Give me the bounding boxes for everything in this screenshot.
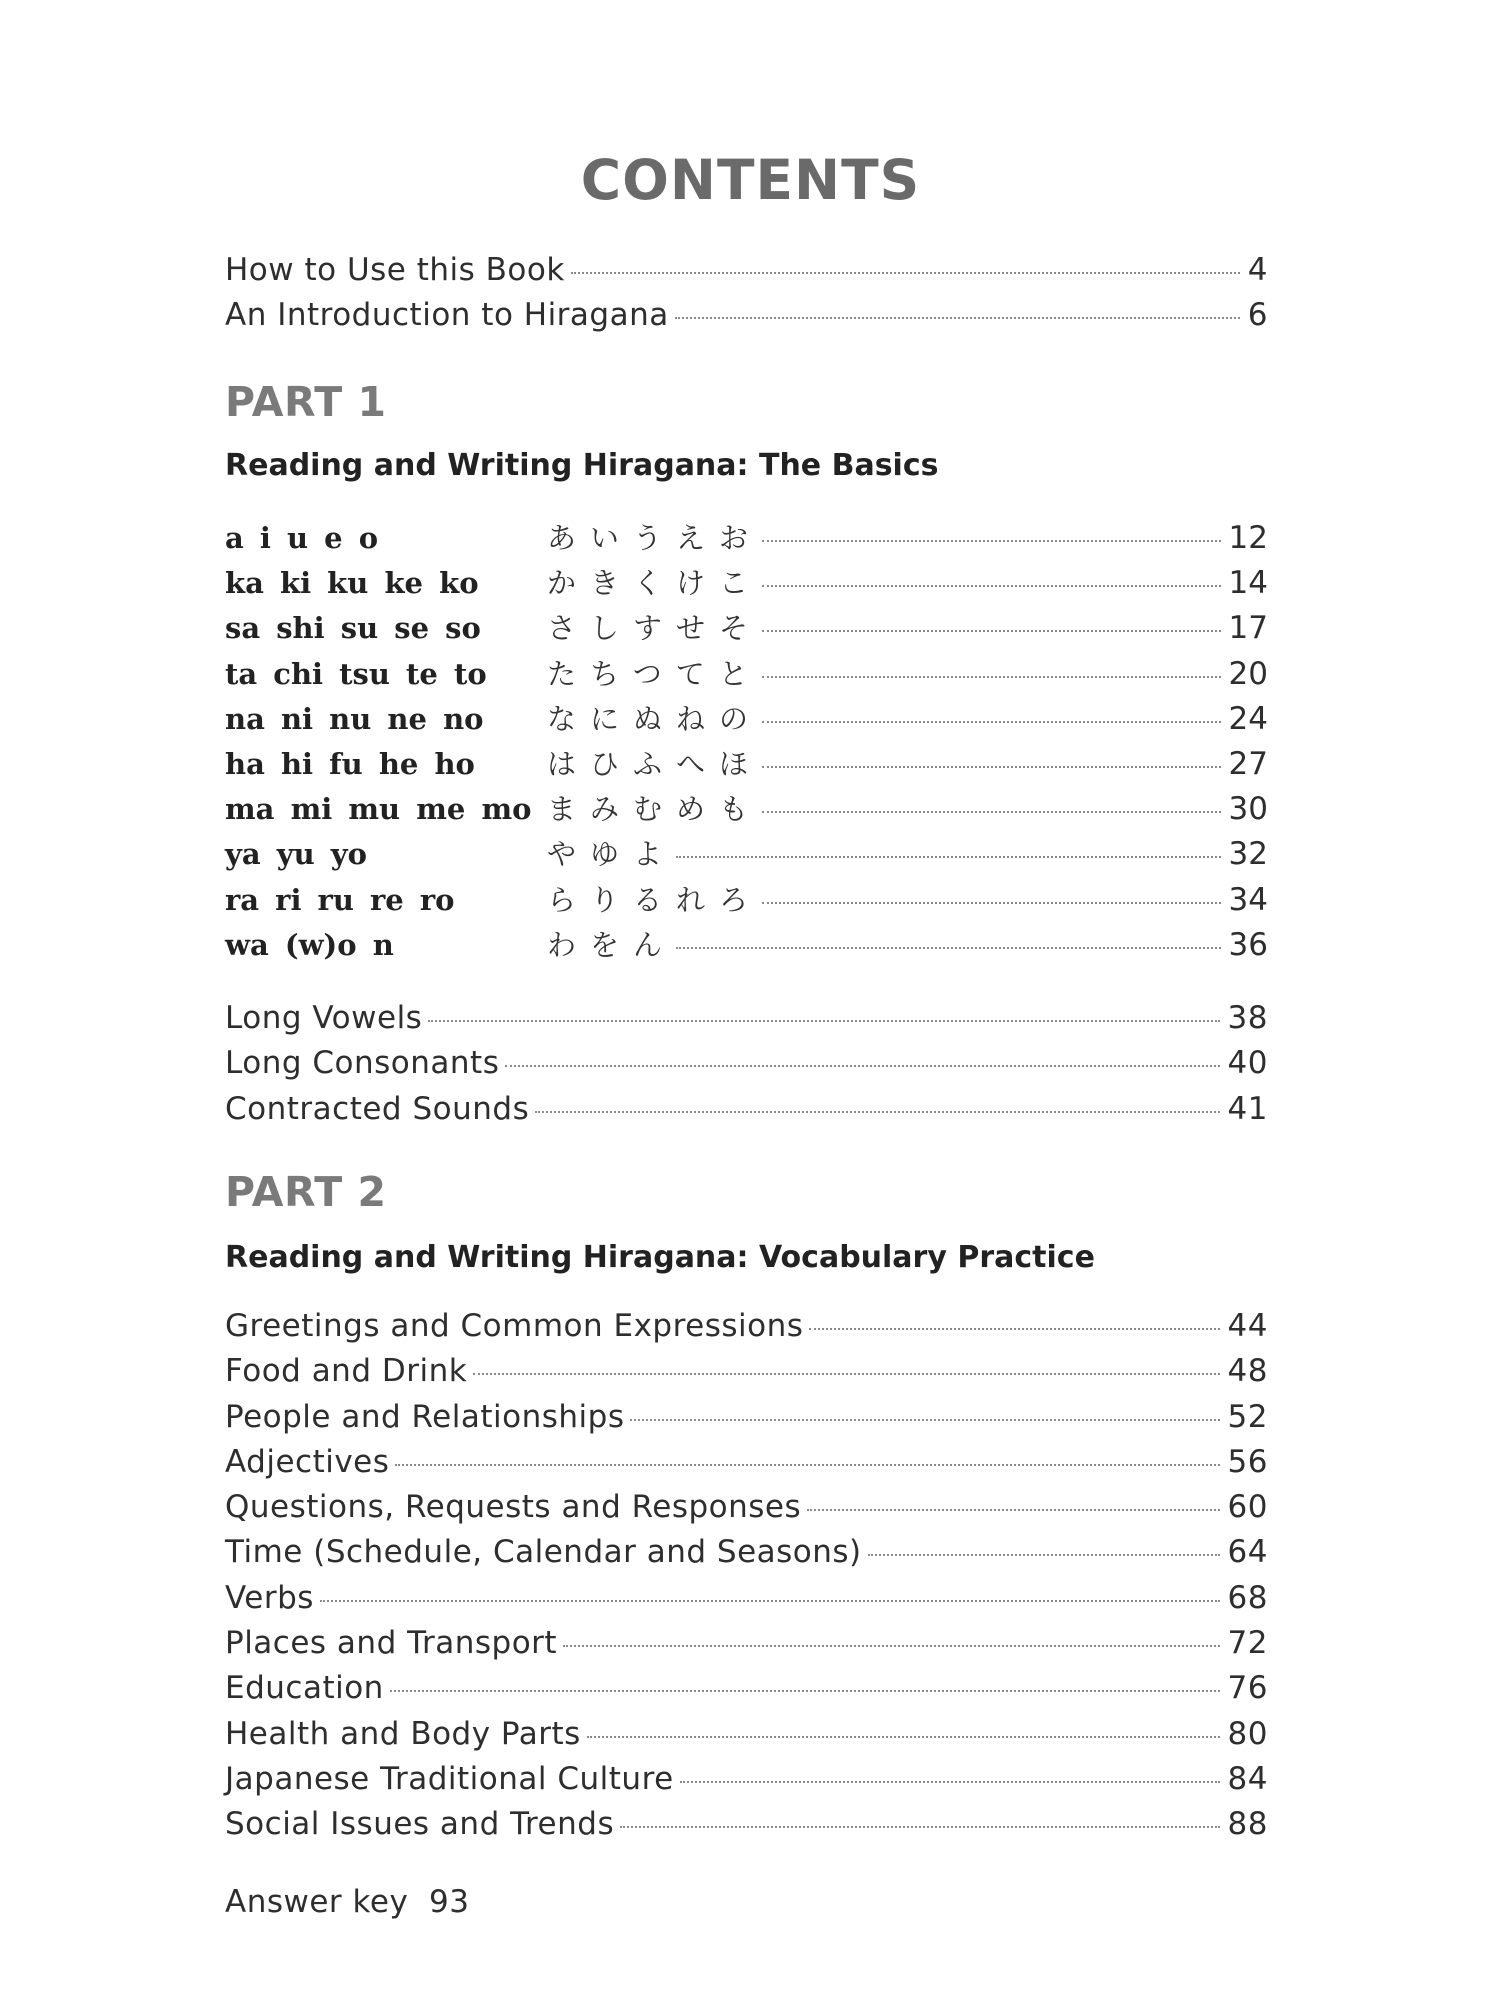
dot-leader: [390, 1690, 1220, 1692]
romaji-label: a i u e o: [225, 521, 379, 555]
toc-entry[interactable]: [225, 1000, 1268, 1045]
part-2-heading: PART 2: [225, 1168, 387, 1216]
dot-leader: [809, 1328, 1219, 1330]
toc-entry-label: Japanese Traditional Culture: [225, 1760, 674, 1797]
kana-entry[interactable]: [225, 787, 1268, 832]
toc-entry-page: 14: [1228, 565, 1268, 602]
romaji-label: ta chi tsu te to: [225, 656, 487, 691]
answer-key-label: Answer key: [225, 1884, 409, 1920]
kana-label: やゆよ: [547, 837, 677, 872]
dot-leader: [762, 766, 1221, 768]
toc-entry-page: 6: [1247, 297, 1268, 334]
kana-list: [225, 516, 1268, 968]
kana-label: たちつてと: [547, 656, 762, 691]
part-2-subtitle: Reading and Writing Hiragana: Vocabulary Practice: [225, 1240, 1095, 1275]
romaji-label: wa (w)o n: [225, 927, 394, 962]
toc-entry-label: Greetings and Common Expressions: [225, 1308, 804, 1344]
toc-entry-label: Health and Body Parts: [225, 1715, 581, 1752]
dot-leader: [473, 1373, 1219, 1375]
dot-leader: [675, 317, 1240, 319]
toc-entry-label: Long Consonants: [225, 1045, 500, 1082]
toc-entry-page: 72: [1227, 1625, 1268, 1662]
dot-leader: [762, 721, 1221, 723]
romaji-label: na ni nu ne no: [225, 701, 484, 736]
toc-entry-label: Contracted Sounds: [225, 1090, 530, 1127]
toc-entry[interactable]: [225, 1761, 1268, 1806]
part-1-other-list: [225, 1000, 1268, 1136]
toc-entry[interactable]: [225, 1625, 1268, 1670]
toc-entry-page: 64: [1227, 1534, 1268, 1571]
toc-entry[interactable]: [225, 1534, 1268, 1579]
toc-entry[interactable]: [225, 1489, 1268, 1534]
toc-entry-label: Food and Drink: [225, 1353, 468, 1390]
kana-entry[interactable]: [225, 742, 1268, 787]
intro-list: [225, 252, 1268, 343]
toc-entry-page: 12: [1228, 520, 1268, 556]
romaji-label: ka ki ku ke ko: [225, 566, 479, 601]
toc-entry-page: 60: [1227, 1489, 1268, 1526]
toc-entry[interactable]: [225, 1580, 1268, 1625]
toc-entry-label: Questions, Requests and Responses: [225, 1489, 802, 1526]
kana-label: わをん: [547, 927, 677, 962]
toc-entry-page: 41: [1227, 1090, 1268, 1127]
dot-leader: [762, 630, 1221, 632]
toc-entry[interactable]: [225, 1806, 1268, 1851]
kana-entry[interactable]: [225, 652, 1268, 697]
toc-entry-label: Education: [225, 1670, 384, 1707]
toc-entry-page: 32: [1228, 836, 1268, 873]
dot-leader: [762, 676, 1221, 678]
toc-entry-page: 17: [1228, 610, 1268, 647]
dot-leader: [630, 1419, 1219, 1421]
toc-entry[interactable]: [225, 1308, 1268, 1353]
kana-entry[interactable]: [225, 561, 1268, 606]
kana-label: かきくけこ: [547, 566, 763, 601]
toc-entry-label: An Introduction to Hiragana: [225, 297, 669, 334]
kana-label: さしすせそ: [547, 611, 763, 646]
toc-entry[interactable]: [225, 1670, 1268, 1715]
dot-leader: [680, 1781, 1220, 1783]
toc-entry[interactable]: [225, 1045, 1268, 1090]
toc-entry-label: Social Issues and Trends: [225, 1806, 615, 1843]
toc-entry-page: 24: [1228, 700, 1268, 737]
toc-entry-page: 34: [1228, 881, 1268, 918]
romaji-label: ya yu yo: [225, 837, 367, 872]
toc-entry-label: Adjectives: [225, 1443, 390, 1480]
dot-leader: [676, 856, 1221, 858]
dot-leader: [762, 540, 1221, 542]
answer-key-page: 93: [429, 1884, 470, 1920]
dot-leader: [571, 272, 1240, 274]
toc-entry[interactable]: [225, 1353, 1268, 1398]
toc-entry-page: 30: [1228, 791, 1268, 828]
part-1-heading: PART 1: [225, 378, 387, 426]
toc-entry-page: 56: [1227, 1443, 1268, 1480]
romaji-label: sa shi su se so: [225, 611, 481, 646]
toc-entry-page: 27: [1228, 745, 1268, 782]
romaji-label: ha hi fu he ho: [225, 746, 475, 781]
toc-entry-page: 88: [1227, 1806, 1268, 1843]
dot-leader: [762, 811, 1221, 813]
kana-label: はひふへほ: [547, 746, 763, 781]
toc-entry[interactable]: [225, 1716, 1268, 1761]
romaji-label: ma mi mu me mo: [225, 792, 532, 827]
kana-entry[interactable]: [225, 832, 1268, 877]
toc-entry-page: 36: [1228, 926, 1268, 963]
toc-entry-page: 48: [1227, 1353, 1268, 1390]
dot-leader: [320, 1600, 1220, 1602]
toc-entry[interactable]: [225, 1399, 1268, 1444]
toc-entry-label: Time (Schedule, Calendar and Seasons): [225, 1534, 862, 1571]
dot-leader: [587, 1736, 1220, 1738]
answer-key-entry[interactable]: [225, 1884, 469, 1920]
kana-label: らりるれろ: [547, 882, 763, 917]
dot-leader: [868, 1554, 1220, 1556]
dot-leader: [428, 1020, 1219, 1022]
page-title: CONTENTS: [580, 148, 921, 212]
toc-entry-page: 38: [1227, 1000, 1268, 1036]
toc-entry-label: Long Vowels: [225, 1000, 423, 1036]
kana-label: あいうえお: [547, 521, 763, 555]
toc-entry-page: 52: [1227, 1398, 1268, 1435]
dot-leader: [535, 1111, 1219, 1113]
toc-entry-page: 80: [1227, 1715, 1268, 1752]
toc-entry-page: 40: [1227, 1045, 1268, 1082]
kana-entry[interactable]: [225, 878, 1268, 923]
dot-leader: [563, 1645, 1219, 1647]
dot-leader: [395, 1464, 1219, 1466]
toc-entry-page: 76: [1227, 1670, 1268, 1707]
kana-label: まみむめも: [547, 792, 763, 827]
toc-entry-label: People and Relationships: [225, 1398, 625, 1435]
toc-entry-label: Verbs: [225, 1579, 314, 1616]
kana-entry[interactable]: [225, 516, 1268, 561]
dot-leader: [505, 1065, 1219, 1067]
toc-entry[interactable]: [225, 297, 1268, 342]
dot-leader: [762, 902, 1221, 904]
kana-entry[interactable]: [225, 923, 1268, 968]
kana-entry[interactable]: [225, 606, 1268, 651]
toc-entry-page: 84: [1227, 1760, 1268, 1797]
dot-leader: [762, 585, 1221, 587]
kana-entry[interactable]: [225, 697, 1268, 742]
toc-entry[interactable]: [225, 1444, 1268, 1489]
toc-entry[interactable]: [225, 1091, 1268, 1136]
toc-entry-label: How to Use this Book: [225, 252, 565, 288]
toc-entry[interactable]: [225, 252, 1268, 297]
toc-entry-label: Places and Transport: [225, 1625, 558, 1662]
dot-leader: [620, 1826, 1219, 1828]
toc-entry-page: 20: [1228, 655, 1268, 692]
toc-entry-page: 44: [1227, 1308, 1268, 1344]
toc-entry-page: 4: [1247, 252, 1268, 288]
romaji-label: ra ri ru re ro: [225, 882, 455, 917]
toc-entry-page: 68: [1227, 1579, 1268, 1616]
dot-leader: [676, 947, 1221, 949]
part-1-subtitle: Reading and Writing Hiragana: The Basics: [225, 448, 939, 483]
dot-leader: [807, 1509, 1219, 1511]
kana-label: なにぬねの: [547, 701, 763, 736]
part-2-list: [225, 1308, 1268, 1852]
